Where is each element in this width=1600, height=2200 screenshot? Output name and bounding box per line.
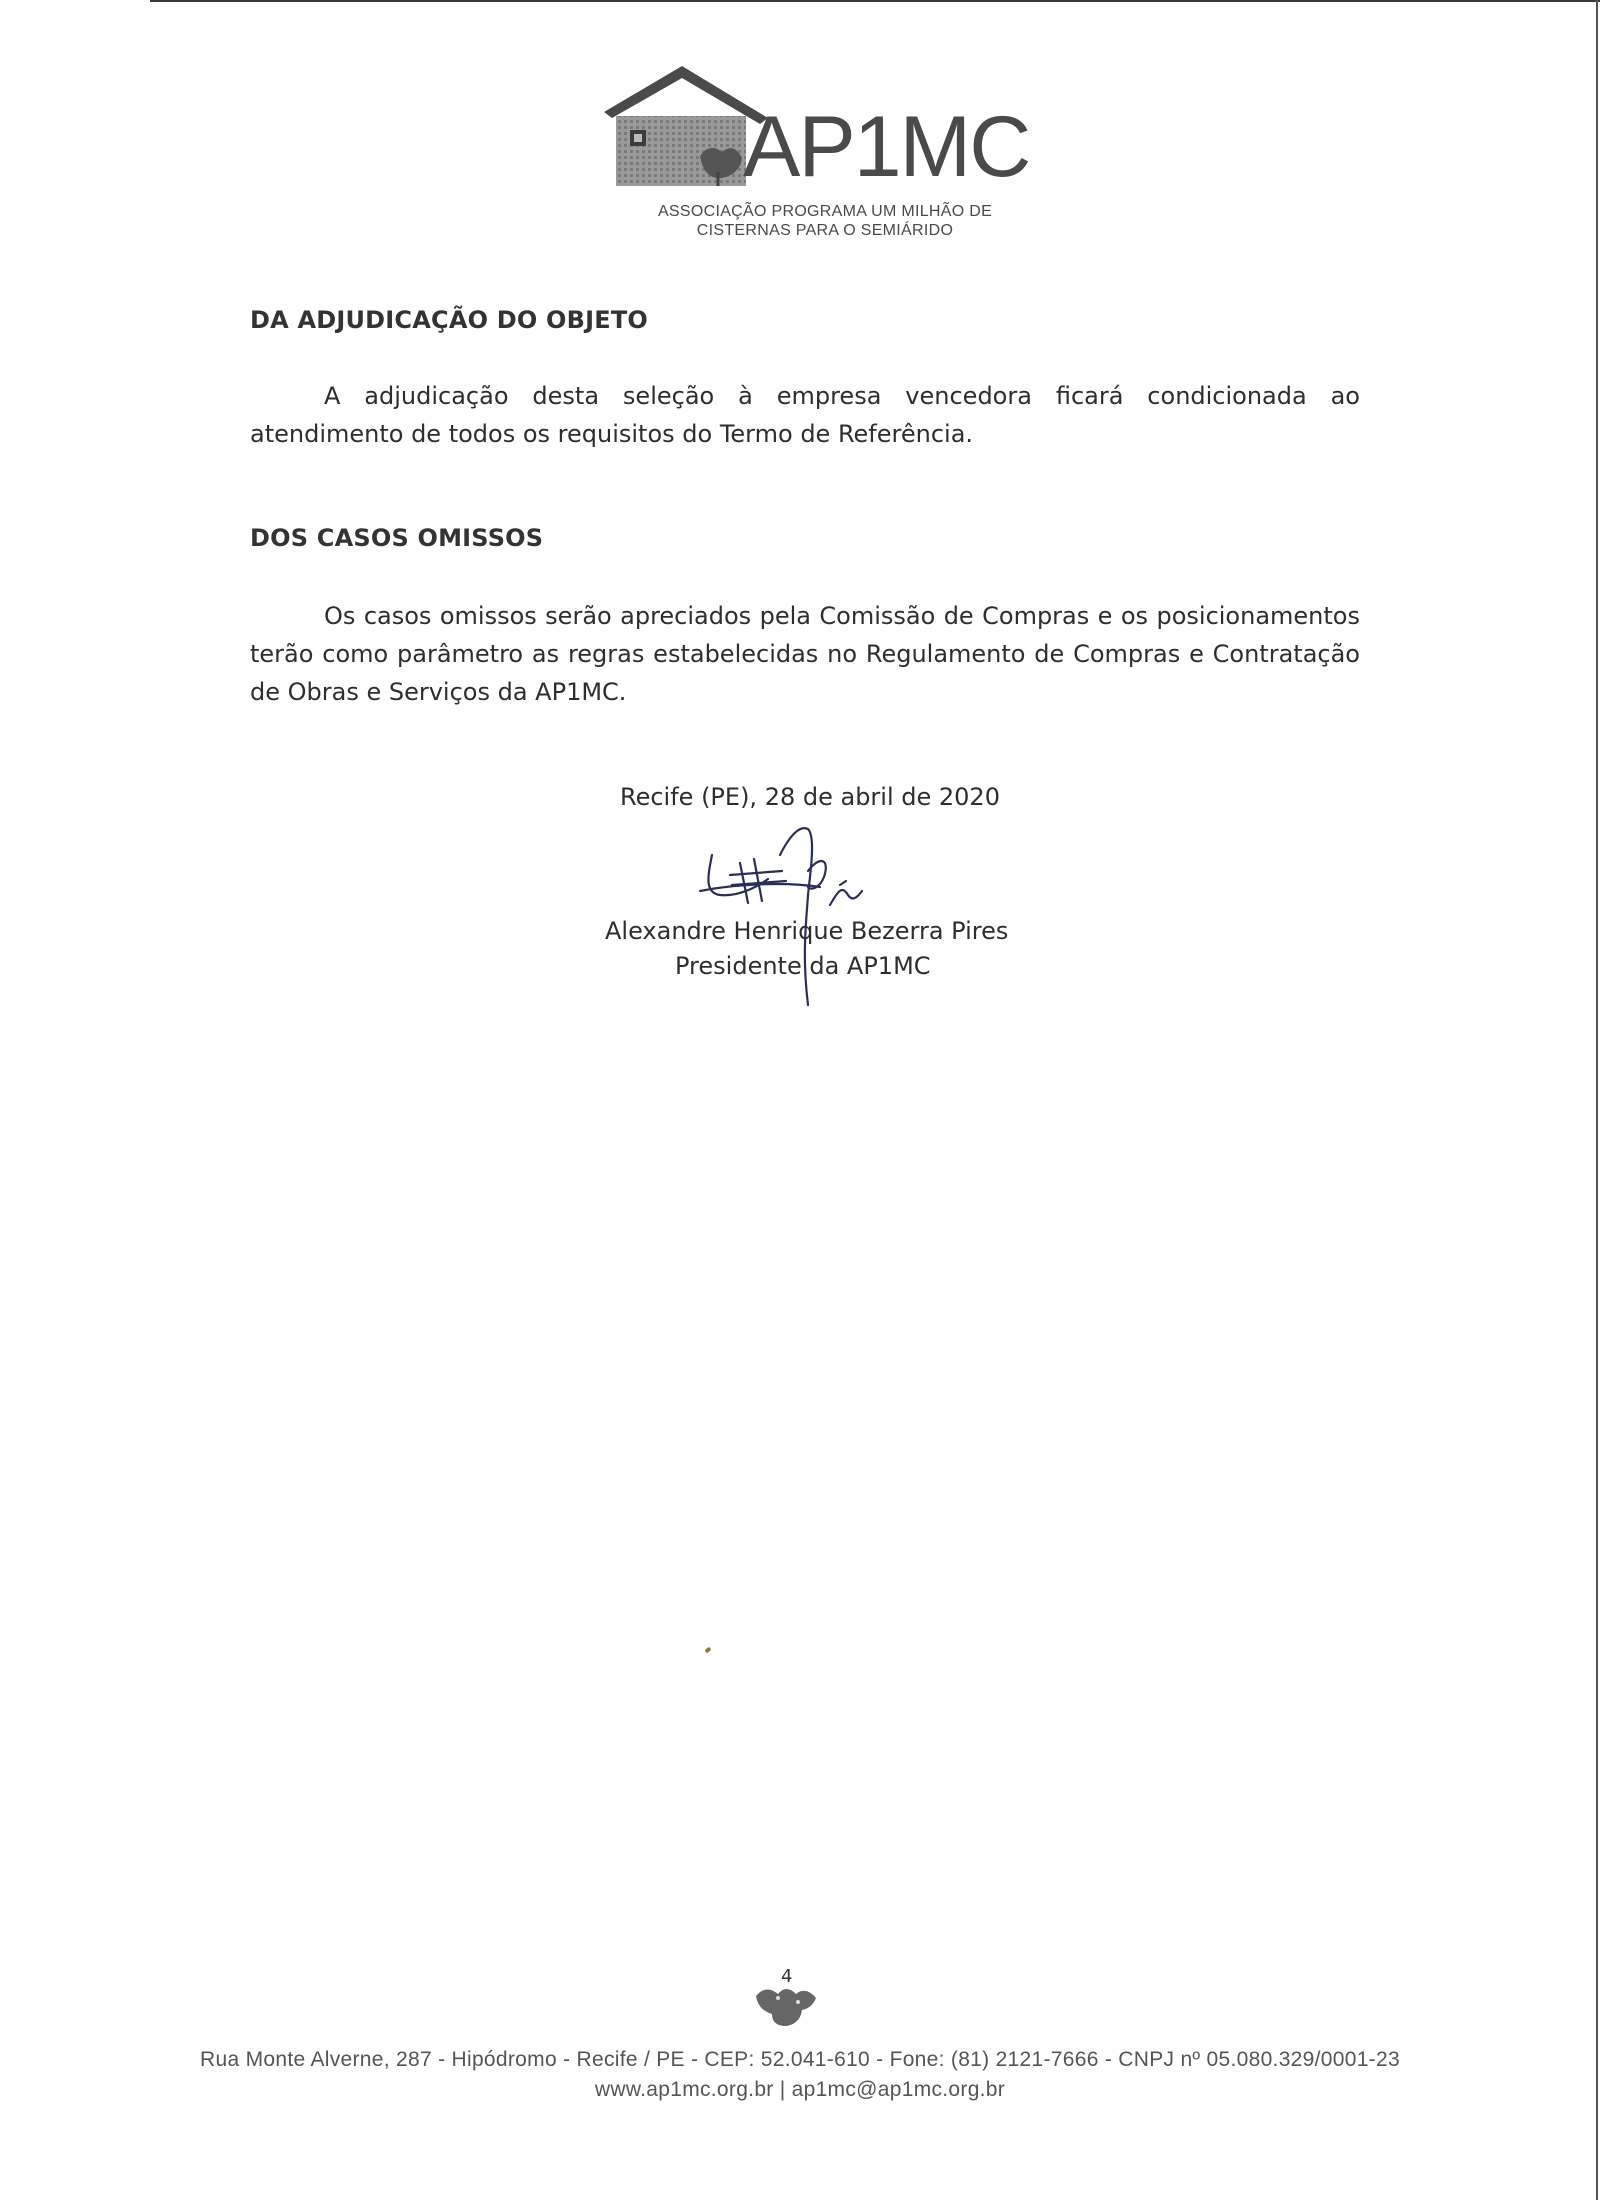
signer-name: Alexandre Henrique Bezerra Pires <box>605 917 1009 945</box>
org-name-line-1: ASSOCIAÇÃO PROGRAMA UM MILHÃO DE <box>657 203 993 220</box>
footer-web-email: www.ap1mc.org.br | ap1mc@ap1mc.org.br <box>594 2078 1006 2101</box>
logo-wordmark: AP1MC <box>743 99 1030 195</box>
org-logo <box>600 60 1030 250</box>
org-full-name <box>615 202 1035 240</box>
section-body-adjudicacao: A adjudicação desta seleção à empresa vencedora ficará condicionada ao atendimento de todos os requisitos do Termo de Referência. <box>250 382 1360 448</box>
handwritten-signature <box>690 815 930 1015</box>
scan-edge-top <box>150 0 1600 2</box>
section-body-casos-omissos: Os casos omissos serão apreciados pela Comissão de Compras e os posicionamentos terão como parâmetro as regras estabelecidas no Regulamento de Compras e Contratação de Obras e Serviços da AP1MC. <box>250 602 1360 706</box>
footer-address: Rua Monte Alverne, 287 - Hipódromo - Recife / PE - CEP: 52.041-610 - Fone: (81) 2121-7666 - CNPJ nº 05.080.329/0001-23 <box>200 2048 1400 2071</box>
signer-title: Presidente da AP1MC <box>675 952 931 980</box>
section-heading-casos-omissos: DOS CASOS OMISSOS <box>250 524 544 552</box>
scan-edge-right <box>1596 0 1598 2200</box>
section-heading-adjudicacao: DA ADJUDICAÇÃO DO OBJETO <box>250 306 649 334</box>
scan-speck <box>704 1647 711 1654</box>
place-date: Recife (PE), 28 de abril de 2020 <box>620 783 1000 811</box>
cactus-footer-icon <box>748 1976 828 2032</box>
page-number: 4 <box>781 1966 793 1987</box>
org-name-line-2: CISTERNAS PARA O SEMIÁRIDO <box>696 222 954 239</box>
